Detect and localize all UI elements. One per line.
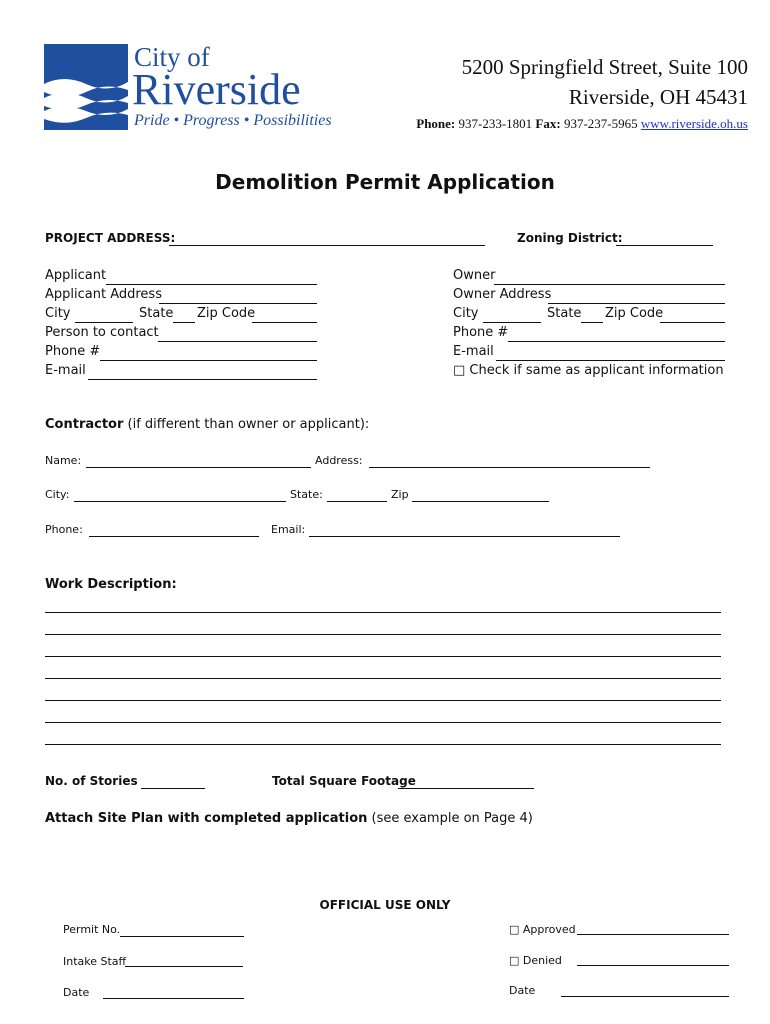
contractor-email-label: Email:	[271, 523, 306, 536]
permit-number-field[interactable]	[120, 936, 244, 937]
contractor-zip-label: Zip	[391, 488, 409, 501]
date-field[interactable]	[103, 998, 244, 999]
contractor-name-label: Name:	[45, 454, 82, 467]
phone-label: Phone:	[416, 116, 456, 131]
approval-date-label: Date	[509, 984, 536, 997]
contractor-heading-note: (if different than owner or applicant):	[127, 417, 370, 432]
applicant-address-label: Applicant Address	[45, 287, 162, 302]
project-address-field[interactable]	[169, 245, 485, 246]
phone-number: 937-233-1801	[458, 116, 533, 131]
same-as-applicant-checkbox[interactable]: □ Check if same as applicant information	[453, 363, 724, 378]
owner-field[interactable]	[494, 284, 725, 285]
header-address-line2: Riverside, OH 45431	[568, 85, 748, 109]
zoning-district-label: Zoning District:	[517, 231, 623, 245]
owner-city-label: City	[453, 306, 479, 321]
applicant-label: Applicant	[45, 268, 107, 283]
applicant-address-field[interactable]	[159, 303, 317, 304]
owner-state-field[interactable]	[581, 322, 603, 323]
applicant-city-label: City	[45, 306, 71, 321]
applicant-state-label: State	[139, 306, 174, 321]
denied-checkbox[interactable]: □ Denied	[509, 954, 562, 967]
attach-site-plan-note	[45, 811, 533, 826]
work-description-line[interactable]	[45, 656, 721, 657]
contractor-phone-label: Phone:	[45, 523, 83, 536]
owner-address-label: Owner Address	[453, 287, 552, 302]
zoning-district-field[interactable]	[616, 245, 713, 246]
applicant-email-field[interactable]	[88, 379, 317, 380]
attach-site-plan-bold: Attach Site Plan with completed application	[45, 811, 368, 826]
contractor-heading	[45, 417, 369, 432]
applicant-email-label: E-mail	[45, 363, 86, 378]
contractor-city-field[interactable]	[74, 501, 286, 502]
logo-city-of: City of	[134, 42, 210, 72]
contractor-zip-field[interactable]	[412, 501, 549, 502]
approved-checkbox[interactable]: □ Approved	[509, 923, 576, 936]
stories-label: No. of Stories	[45, 774, 138, 788]
intake-staff-label: Intake Staff	[63, 955, 127, 968]
contractor-address-field[interactable]	[369, 467, 650, 468]
contractor-name-field[interactable]	[86, 467, 311, 468]
work-description-line[interactable]	[45, 722, 721, 723]
applicant-phone-label: Phone #	[45, 344, 101, 359]
logo-riverside: Riverside	[132, 65, 301, 114]
work-description-line[interactable]	[45, 678, 721, 679]
contractor-address-label: Address:	[315, 454, 363, 467]
applicant-phone-field[interactable]	[100, 360, 317, 361]
stories-field[interactable]	[141, 788, 205, 789]
square-footage-field[interactable]	[398, 788, 534, 789]
project-address-label: PROJECT ADDRESS:	[45, 231, 176, 245]
work-description-line[interactable]	[45, 612, 721, 613]
owner-zip-field[interactable]	[660, 322, 725, 323]
work-description-line[interactable]	[45, 634, 721, 635]
applicant-zip-label: Zip Code	[197, 306, 256, 321]
denied-field[interactable]	[577, 965, 729, 966]
city-logo-icon	[44, 44, 128, 130]
approval-date-field[interactable]	[561, 996, 729, 997]
contractor-state-field[interactable]	[327, 501, 387, 502]
header-address-line1: 5200 Springfield Street, Suite 100	[461, 55, 748, 79]
applicant-contact-label: Person to contact	[45, 325, 159, 340]
owner-phone-field[interactable]	[508, 341, 725, 342]
approved-field[interactable]	[577, 934, 729, 935]
work-description-heading: Work Description:	[45, 577, 177, 592]
owner-address-field[interactable]	[548, 303, 725, 304]
work-description-line[interactable]	[45, 744, 721, 745]
website-link[interactable]: www.riverside.oh.us	[640, 116, 748, 131]
applicant-state-field[interactable]	[173, 322, 195, 323]
owner-city-field[interactable]	[483, 322, 541, 323]
contractor-state-label: State:	[290, 488, 323, 501]
contractor-heading-bold: Contractor	[45, 417, 124, 432]
fax-number: 937-237-5965	[563, 116, 638, 131]
applicant-contact-field[interactable]	[158, 341, 317, 342]
intake-staff-field[interactable]	[125, 966, 243, 967]
owner-state-label: State	[547, 306, 582, 321]
owner-phone-label: Phone #	[453, 325, 509, 340]
page-title: Demolition Permit Application	[215, 170, 555, 194]
attach-site-plan-example: (see example on Page 4)	[371, 811, 533, 826]
contractor-city-label: City:	[45, 488, 70, 501]
square-footage-label: Total Square Footage	[272, 774, 416, 788]
header-contact-line	[416, 116, 748, 132]
official-use-heading: OFFICIAL USE ONLY	[319, 898, 451, 912]
logo-tagline: Pride • Progress • Possibilities	[134, 112, 332, 129]
fax-label: Fax:	[535, 116, 561, 131]
owner-zip-label: Zip Code	[605, 306, 664, 321]
permit-number-label: Permit No.	[63, 923, 121, 936]
applicant-city-field[interactable]	[75, 322, 133, 323]
owner-email-field[interactable]	[496, 360, 725, 361]
applicant-field[interactable]	[106, 284, 317, 285]
contractor-email-field[interactable]	[309, 536, 620, 537]
applicant-zip-field[interactable]	[252, 322, 317, 323]
owner-email-label: E-mail	[453, 344, 494, 359]
date-label: Date	[63, 986, 90, 999]
owner-label: Owner	[453, 268, 496, 283]
work-description-line[interactable]	[45, 700, 721, 701]
contractor-phone-field[interactable]	[89, 536, 259, 537]
